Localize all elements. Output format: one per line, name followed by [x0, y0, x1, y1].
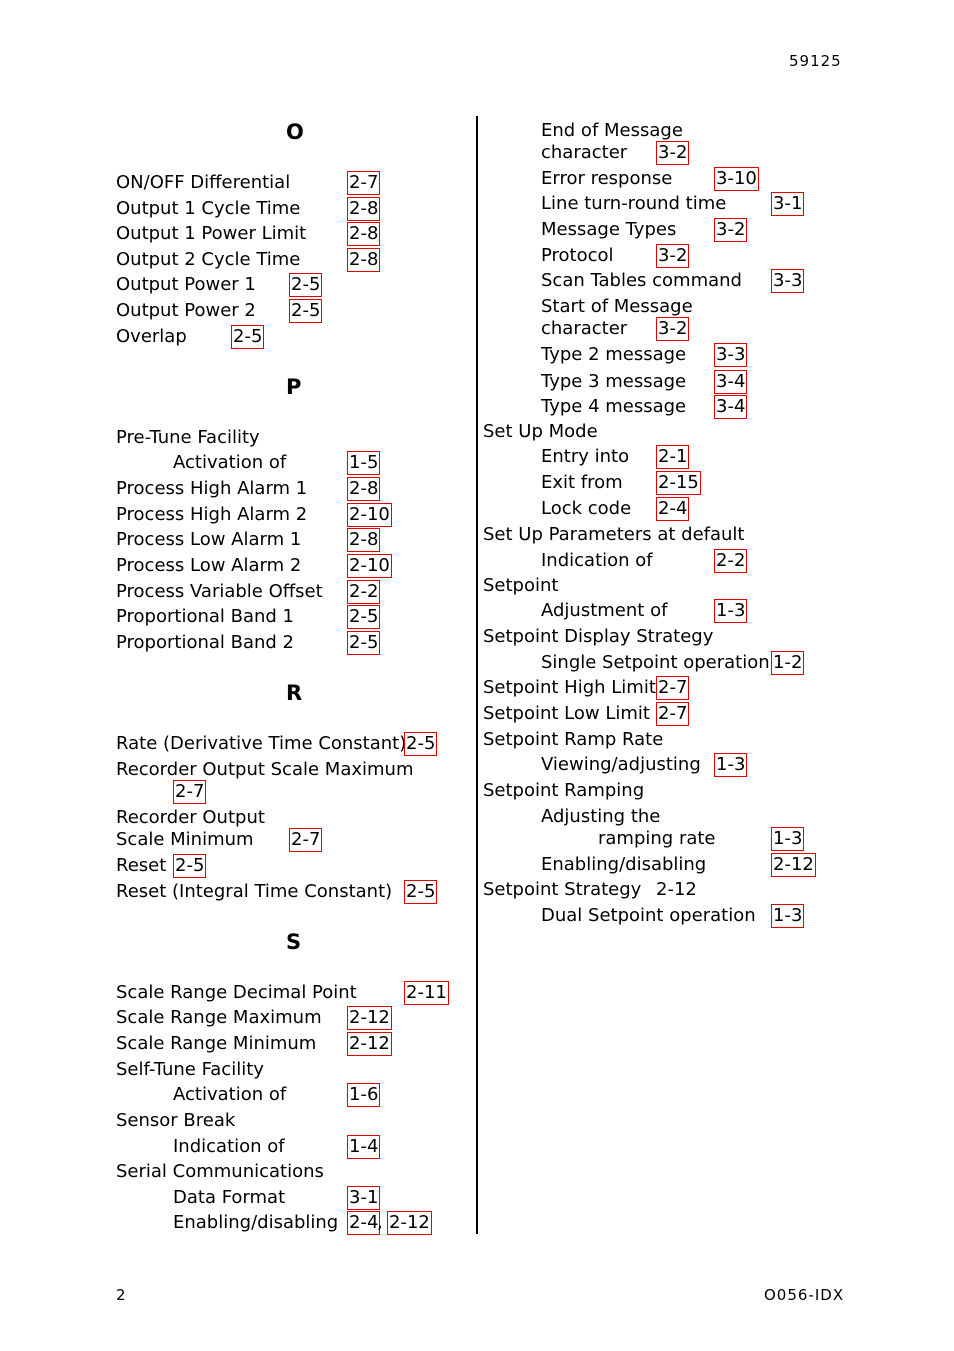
- index-entry-label: Process Low Alarm 1: [116, 529, 302, 550]
- page-reference-link[interactable]: 2-2: [716, 550, 746, 571]
- index-entry-label: Set Up Mode: [483, 421, 598, 442]
- page-reference-link[interactable]: 2-10: [349, 555, 390, 576]
- index-entry-label: Overlap: [116, 326, 187, 347]
- index-entry-label: Recorder Output: [116, 807, 265, 828]
- index-entry-label: Protocol: [541, 245, 614, 266]
- index-entry-label: Output Power 1: [116, 274, 256, 295]
- page-reference-link[interactable]: 2-8: [349, 529, 379, 550]
- index-entry-label: Sensor Break: [116, 1110, 236, 1131]
- page-reference-link[interactable]: 2-5: [233, 326, 263, 347]
- section-letter-s: S: [286, 930, 302, 954]
- page-reference-link[interactable]: 2-8: [349, 478, 379, 499]
- index-entry-label: Exit from: [541, 472, 623, 493]
- index-entry-label: character: [541, 142, 628, 163]
- index-entry-label: Scale Minimum: [116, 829, 254, 850]
- index-entry-label: Activation of: [173, 1084, 287, 1105]
- index-entry-label: Serial Communications: [116, 1161, 324, 1182]
- page-number: 2: [116, 1286, 127, 1304]
- index-entry-label: Type 3 message: [541, 371, 687, 392]
- page-reference-link[interactable]: 2-7: [658, 677, 688, 698]
- index-entry-label: Rate (Derivative Time Constant): [116, 733, 407, 754]
- page-reference-link[interactable]: 1-5: [349, 452, 379, 473]
- section-letter-r: R: [286, 681, 303, 705]
- index-entry-label: Output Power 2: [116, 300, 256, 321]
- page-reference-link[interactable]: 2-4: [658, 498, 688, 519]
- page-reference-link[interactable]: 2-4: [349, 1212, 379, 1233]
- index-entry-label: Proportional Band 2: [116, 632, 295, 653]
- page-reference-link[interactable]: 2-12: [773, 854, 814, 875]
- index-entry-label: ramping rate: [598, 828, 716, 849]
- index-entry-label: Pre-Tune Facility: [116, 427, 260, 448]
- page-reference-link[interactable]: 3-2: [658, 318, 688, 339]
- index-entry-label: Adjustment of: [541, 600, 668, 621]
- page-reference-link[interactable]: 3-4: [716, 371, 746, 392]
- index-entry-label: Output 1 Power Limit: [116, 223, 307, 244]
- page-reference-link[interactable]: 2-7: [349, 172, 379, 193]
- index-entry-label: Recorder Output Scale Maximum: [116, 759, 414, 780]
- page-reference-link[interactable]: 2-8: [349, 198, 379, 219]
- page-reference-link[interactable]: 1-3: [773, 905, 803, 926]
- index-entry-label: Scale Range Maximum: [116, 1007, 322, 1028]
- page-reference-link[interactable]: 3-2: [658, 142, 688, 163]
- index-entry-label: Process Low Alarm 2: [116, 555, 302, 576]
- page-reference-link[interactable]: 2-7: [175, 781, 205, 802]
- index-entry-label: Proportional Band 1: [116, 606, 295, 627]
- page-reference-link[interactable]: 2-7: [291, 829, 321, 850]
- page-reference-link[interactable]: 2-1: [658, 446, 688, 467]
- page-reference-link[interactable]: 1-6: [349, 1084, 379, 1105]
- index-entry-label: Scale Range Minimum: [116, 1033, 317, 1054]
- index-entry-label: Reset (Integral Time Constant): [116, 881, 393, 902]
- index-entry-label: Output 2 Cycle Time: [116, 249, 301, 270]
- page-reference-link[interactable]: 1-2: [773, 652, 803, 673]
- index-entry-label: Process Variable Offset: [116, 581, 323, 602]
- index-entry-label: Data Format: [173, 1187, 286, 1208]
- index-entry-label: Start of Message: [541, 296, 693, 317]
- index-entry-label: Setpoint Display Strategy: [483, 626, 714, 647]
- index-entry-label: Setpoint: [483, 575, 559, 596]
- page-reference-text: 2-12: [656, 879, 697, 900]
- index-entry-label: Setpoint Ramp Rate: [483, 729, 664, 750]
- index-entry-label: ON/OFF Differential: [116, 172, 291, 193]
- page-reference-link[interactable]: 2-10: [349, 504, 390, 525]
- index-entry-label: Activation of: [173, 452, 287, 473]
- index-entry-label: Setpoint Ramping: [483, 780, 645, 801]
- section-letter-p: P: [286, 375, 302, 399]
- page-reference-link[interactable]: 2-11: [406, 982, 447, 1003]
- page-reference-link[interactable]: 2-5: [406, 881, 436, 902]
- index-entry-label: Single Setpoint operation: [541, 652, 770, 673]
- page-reference-link[interactable]: 3-1: [773, 193, 803, 214]
- page-reference-link[interactable]: 2-5: [175, 855, 205, 876]
- section-letter-o: O: [286, 120, 304, 144]
- index-entry-label: Setpoint High Limit: [483, 677, 656, 698]
- page-reference-link[interactable]: 1-3: [773, 828, 803, 849]
- page-reference-link[interactable]: 1-4: [349, 1136, 379, 1157]
- index-entry-label: Indication of: [541, 550, 653, 571]
- document-number: 59125: [789, 52, 842, 70]
- page-reference-link[interactable]: 2-5: [406, 733, 436, 754]
- page-reference-link[interactable]: 2-15: [658, 472, 699, 493]
- reference-separator: ,: [377, 1212, 383, 1233]
- index-entry-label: character: [541, 318, 628, 339]
- page-reference-link[interactable]: 2-8: [349, 249, 379, 270]
- index-entry-label: Type 2 message: [541, 344, 687, 365]
- index-entry-label: Reset: [116, 855, 167, 876]
- page-reference-link[interactable]: 3-2: [658, 245, 688, 266]
- page-reference-link[interactable]: 2-5: [349, 632, 379, 653]
- page-reference-link[interactable]: 2-12: [389, 1212, 430, 1233]
- index-entry-label: Message Types: [541, 219, 677, 240]
- page-reference-link[interactable]: 3-3: [773, 270, 803, 291]
- page-reference-link[interactable]: 2-12: [349, 1007, 390, 1028]
- page-reference-link[interactable]: 3-4: [716, 396, 746, 417]
- page-reference-link[interactable]: 2-5: [291, 274, 321, 295]
- index-entry-label: Process High Alarm 2: [116, 504, 308, 525]
- index-entry-label: Process High Alarm 1: [116, 478, 308, 499]
- index-entry-label: Output 1 Cycle Time: [116, 198, 301, 219]
- index-entry-label: Type 4 message: [541, 396, 687, 417]
- page-reference-link[interactable]: 3-3: [716, 344, 746, 365]
- index-entry-label: Error response: [541, 168, 673, 189]
- page-reference-link[interactable]: 2-7: [658, 703, 688, 724]
- page-reference-link[interactable]: 2-8: [349, 223, 379, 244]
- index-entry-label: Lock code: [541, 498, 632, 519]
- document-code: O056-IDX: [764, 1286, 845, 1304]
- index-entry-label: Dual Setpoint operation: [541, 905, 756, 926]
- page-reference-link[interactable]: 3-10: [716, 168, 757, 189]
- index-entry-label: Entry into: [541, 446, 630, 467]
- index-entry-label: Viewing/adjusting: [541, 754, 701, 775]
- index-entry-label: Enabling/disabling: [541, 854, 707, 875]
- page-reference-link[interactable]: 2-5: [291, 300, 321, 321]
- page-reference-link[interactable]: 2-2: [349, 581, 379, 602]
- page-reference-link[interactable]: 3-2: [716, 219, 746, 240]
- index-entry-label: Adjusting the: [541, 806, 661, 827]
- index-entry-label: Line turn-round time: [541, 193, 727, 214]
- page-reference-link[interactable]: 3-1: [349, 1187, 379, 1208]
- index-entry-label: Set Up Parameters at default: [483, 524, 745, 545]
- index-entry-label: Scale Range Decimal Point: [116, 982, 357, 1003]
- page-reference-link[interactable]: 2-12: [349, 1033, 390, 1054]
- index-entry-label: End of Message: [541, 120, 683, 141]
- index-entry-label: Scan Tables command: [541, 270, 742, 291]
- page-reference-link[interactable]: 1-3: [716, 754, 746, 775]
- index-entry-label: Self-Tune Facility: [116, 1059, 264, 1080]
- index-entry-label: Setpoint Low Limit: [483, 703, 650, 724]
- page-reference-link[interactable]: 1-3: [716, 600, 746, 621]
- index-entry-label: Setpoint Strategy: [483, 879, 642, 900]
- page-reference-link[interactable]: 2-5: [349, 606, 379, 627]
- index-entry-label: Indication of: [173, 1136, 285, 1157]
- index-entry-label: Enabling/disabling: [173, 1212, 339, 1233]
